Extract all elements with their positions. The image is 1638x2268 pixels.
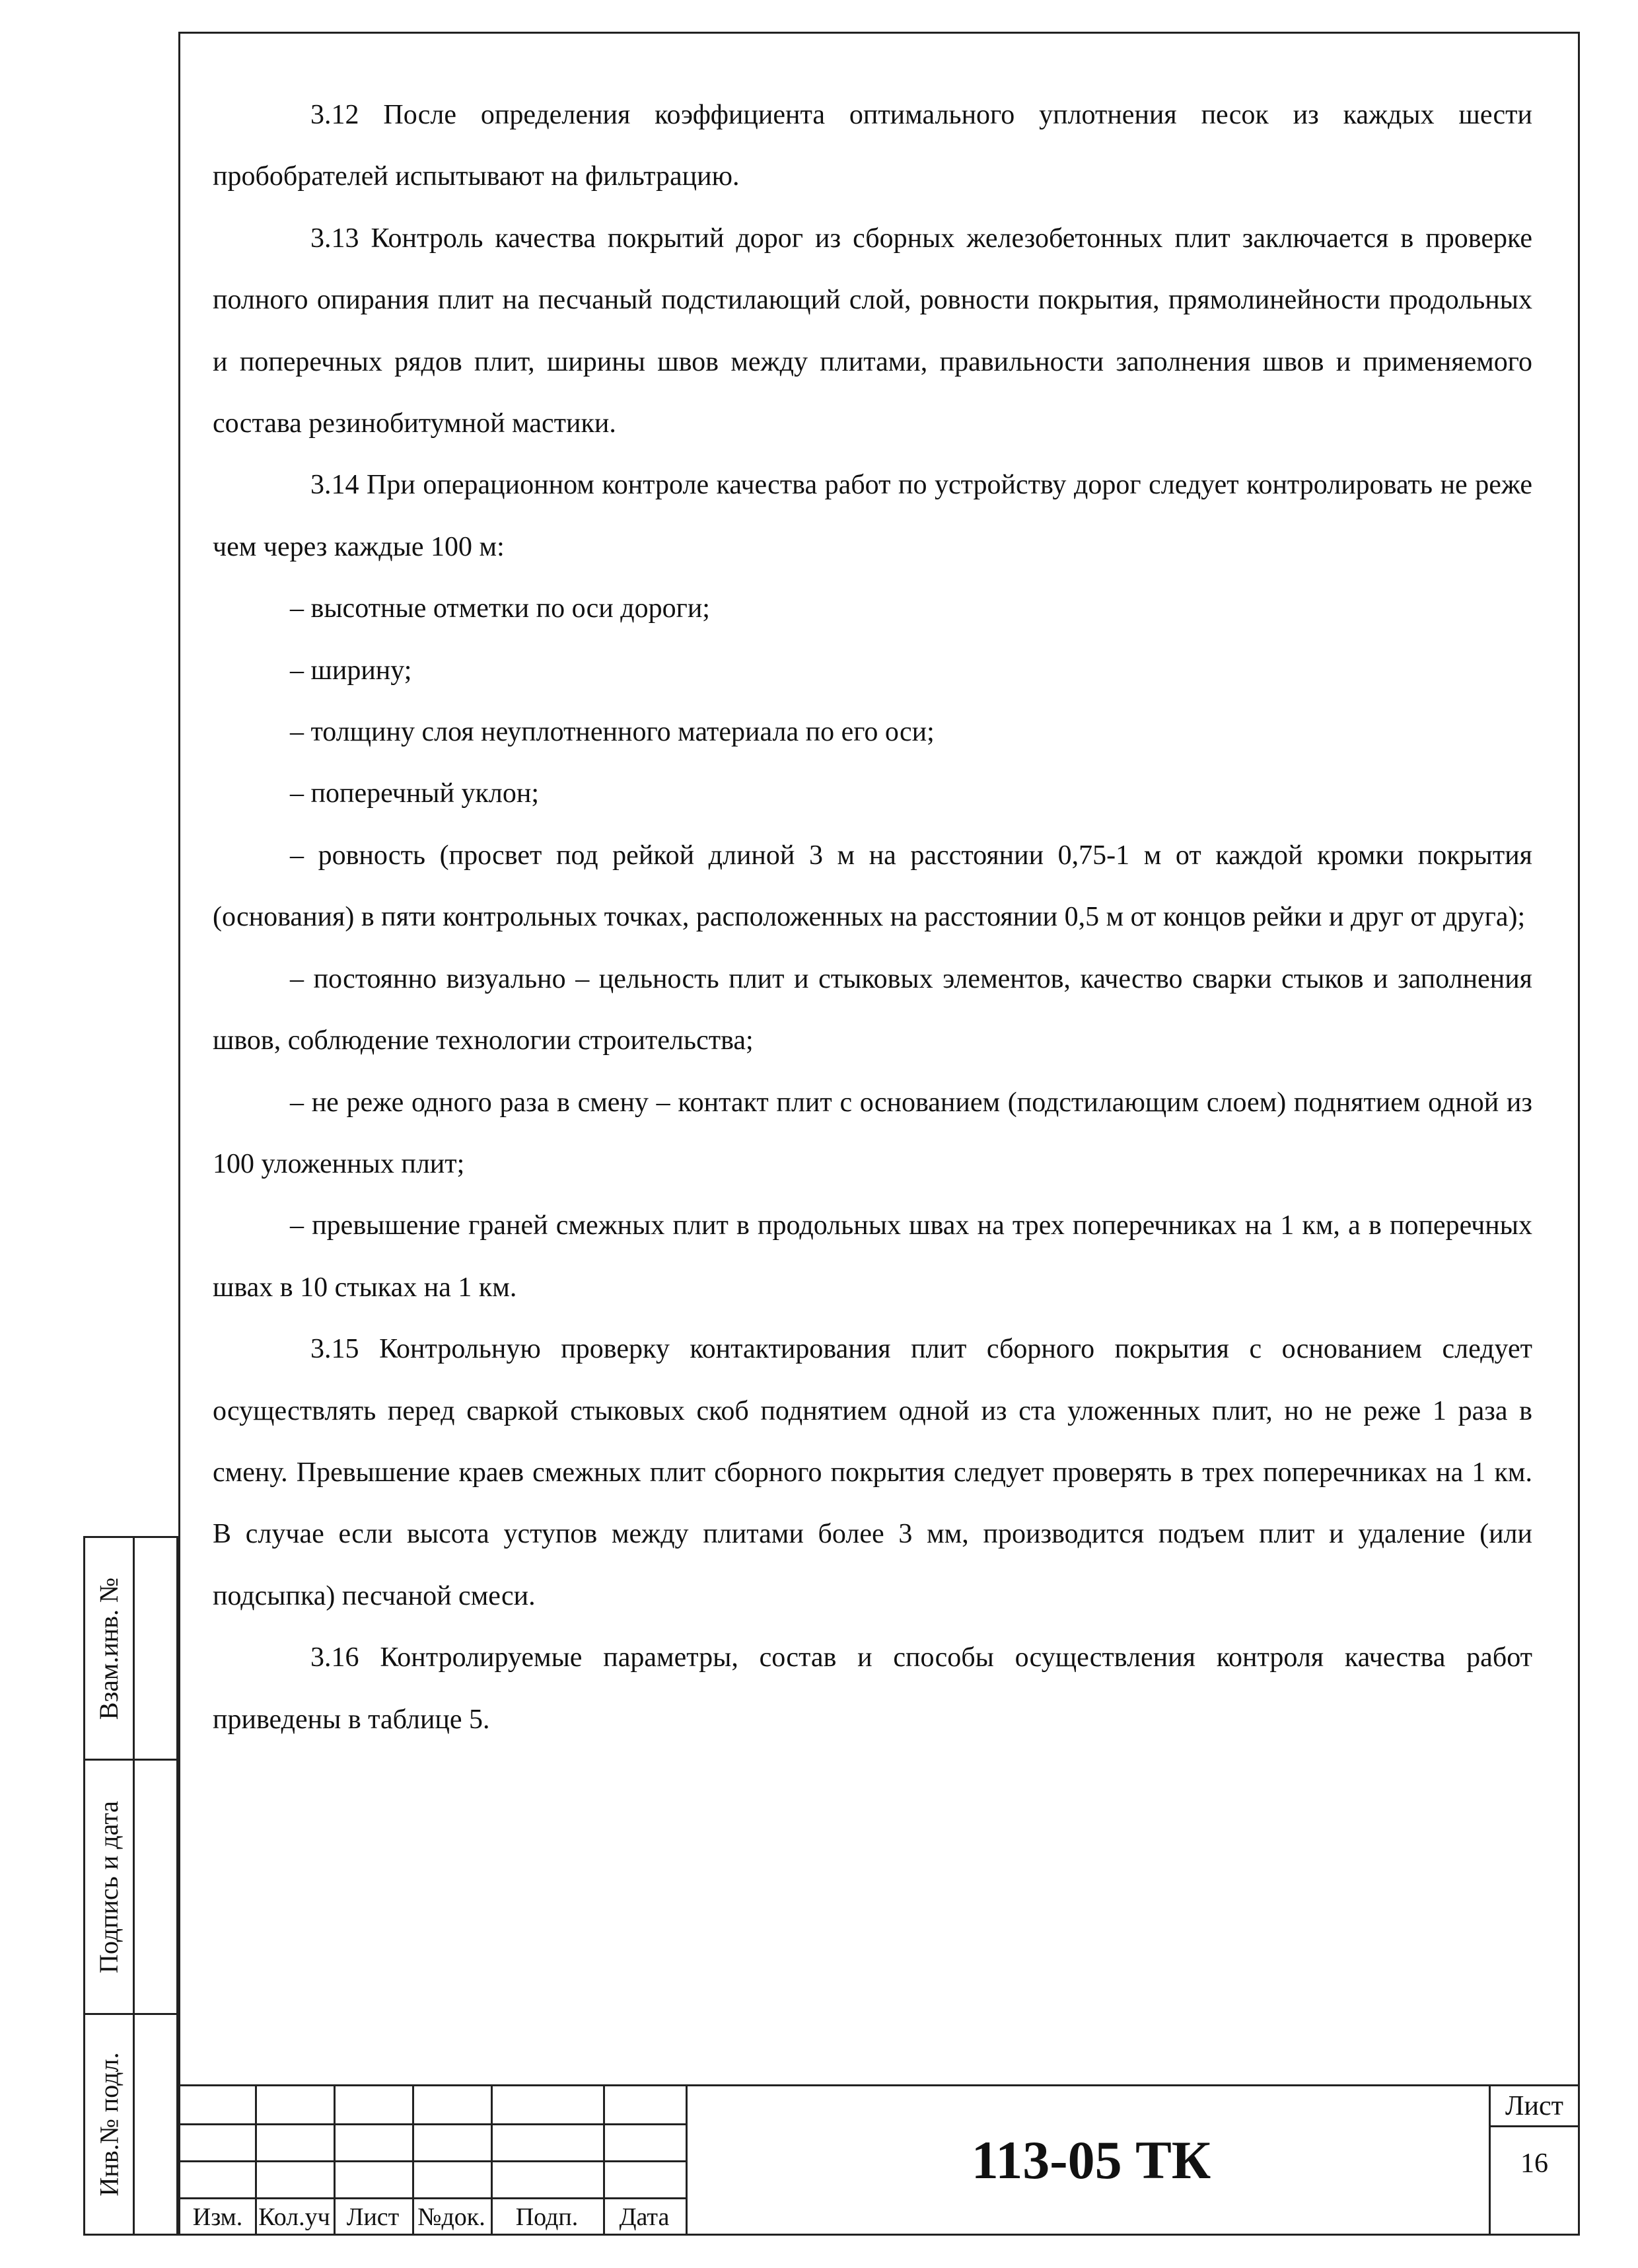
column-header-count: Кол.уч (258, 2203, 330, 2231)
sheet-number: 16 (1520, 2148, 1548, 2179)
list-item: – толщину слоя неуплотненного материала по его оси; (290, 717, 935, 748)
column-header-change: Изм. (192, 2203, 243, 2231)
column-header-date: Дата (619, 2203, 670, 2231)
paragraph-3-16: 3.16 Контролируемые параметры, состав и способы осуществления контроля качества работ приведены в таблице 5. (213, 1642, 1532, 1735)
sheet-box (1489, 2086, 1578, 2234)
side-cell-signature (83, 1759, 178, 2015)
list-item: – поперечный уклон; (290, 778, 539, 809)
paragraph-3-13: 3.13 Контроль качества покрытий дорог из сборных железобетонных плит заключается в проверке полного опирания плит на песчаный подстилающий слой, ровности покрытия, прямолинейности продольных и поперечных рядов плит, ширины швов между плитами, правильности заполнения швов и применяемого состава резинобитумной мастики. (213, 223, 1532, 439)
list-item: – постоянно визуально – цельность плит и стыковых элементов, качество сварки стыков и заполнения швов, соблюдение технологии строительства; (213, 963, 1532, 1056)
column-header-doc-number: №док. (417, 2203, 485, 2231)
column-header-sheet: Лист (346, 2203, 400, 2231)
document-code: 113-05 ТК (971, 2129, 1211, 2190)
list-item: – ровность (просвет под рейкой длиной 3 м на расстоянии 0,75-1 м от каждой кромки покрытия (основания) в пяти контрольных точках, расположенных на расстоянии 0,5 м от концов рейки и друг от друга); (213, 840, 1532, 933)
list-item: – не реже одного раза в смену – контакт плит с основанием (подстилающим слоем) поднятием одной из 100 уложенных плит; (213, 1087, 1532, 1179)
side-label-signature: Подпись и дата (94, 1800, 124, 1973)
title-block (178, 2084, 1580, 2236)
side-label-exchange: Взам.инв. № (94, 1577, 124, 1720)
list-item: – высотные отметки по оси дороги; (290, 593, 710, 624)
sheet-label: Лист (1491, 2086, 1578, 2127)
paragraph-3-15: 3.15 Контрольную проверку контактирования плит сборного покрытия с основанием следует осуществлять перед сваркой стыковых скоб поднятием одной из ста уложенных плит, но не реже 1 раза в смену. Превышение краев смежных плит сборного покрытия следует проверять в трех поперечниках на 1 км. В случае если высота уступов между плитами более 3 мм, производится подъем плит и удаление (или подсыпка) песчаной смеси. (213, 1334, 1532, 1611)
paragraph-3-14: 3.14 При операционном контроле качества работ по устройству дорог следует контролировать не реже чем через каждые 100 м: (213, 470, 1532, 562)
document-body (213, 85, 1532, 1751)
paragraph-3-12: 3.12 После определения коэффициента оптимального уплотнения песок из каждых шести пробобрателей испытывают на фильтрацию. (213, 100, 1532, 192)
side-cell-inventory (83, 2013, 178, 2236)
side-cell-exchange (83, 1536, 178, 1761)
list-item: – превышение граней смежных плит в продольных швах на трех поперечниках на 1 км, а в поперечных швах в 10 стыках на 1 км. (213, 1210, 1532, 1303)
revision-grid (180, 2086, 688, 2234)
list-item: – ширину; (290, 655, 412, 686)
column-header-signature: Подп. (515, 2203, 579, 2231)
side-label-inventory: Инв.№ подл. (94, 2052, 124, 2197)
